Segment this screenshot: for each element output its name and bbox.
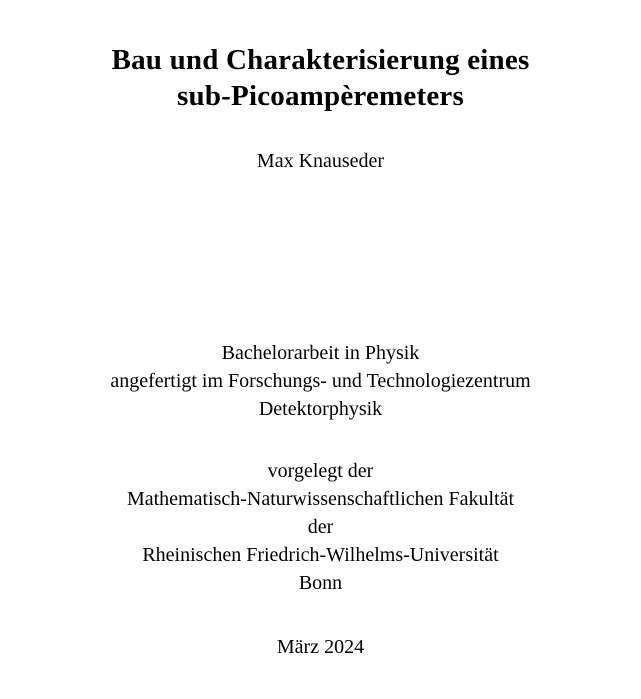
city-line: Bonn [298,572,343,594]
thesis-type-line: Bachelorarbeit in Physik [221,342,420,364]
document-title-line-1: Bau und Charakterisierung eines [111,44,530,76]
document-title [0,42,641,114]
document-title-line-2: sub-Picoampèremeters [177,80,464,112]
thesis-info-block [0,339,641,423]
university-line: Rheinischen Friedrich-Wilhelms-Universität [142,544,499,566]
submission-block [0,457,641,597]
author-name: Max Knauseder [256,150,385,172]
publication-date: März 2024 [276,636,365,658]
submitted-to-line: vorgelegt der [267,460,374,482]
of-the-line: der [307,516,334,538]
thesis-department-line: Detektorphysik [258,398,383,420]
thesis-institute-line: angefertigt im Forschungs- und Technologiezentrum [110,370,531,392]
faculty-line: Mathematisch-Naturwissenschaftlichen Fakultät [126,488,515,510]
